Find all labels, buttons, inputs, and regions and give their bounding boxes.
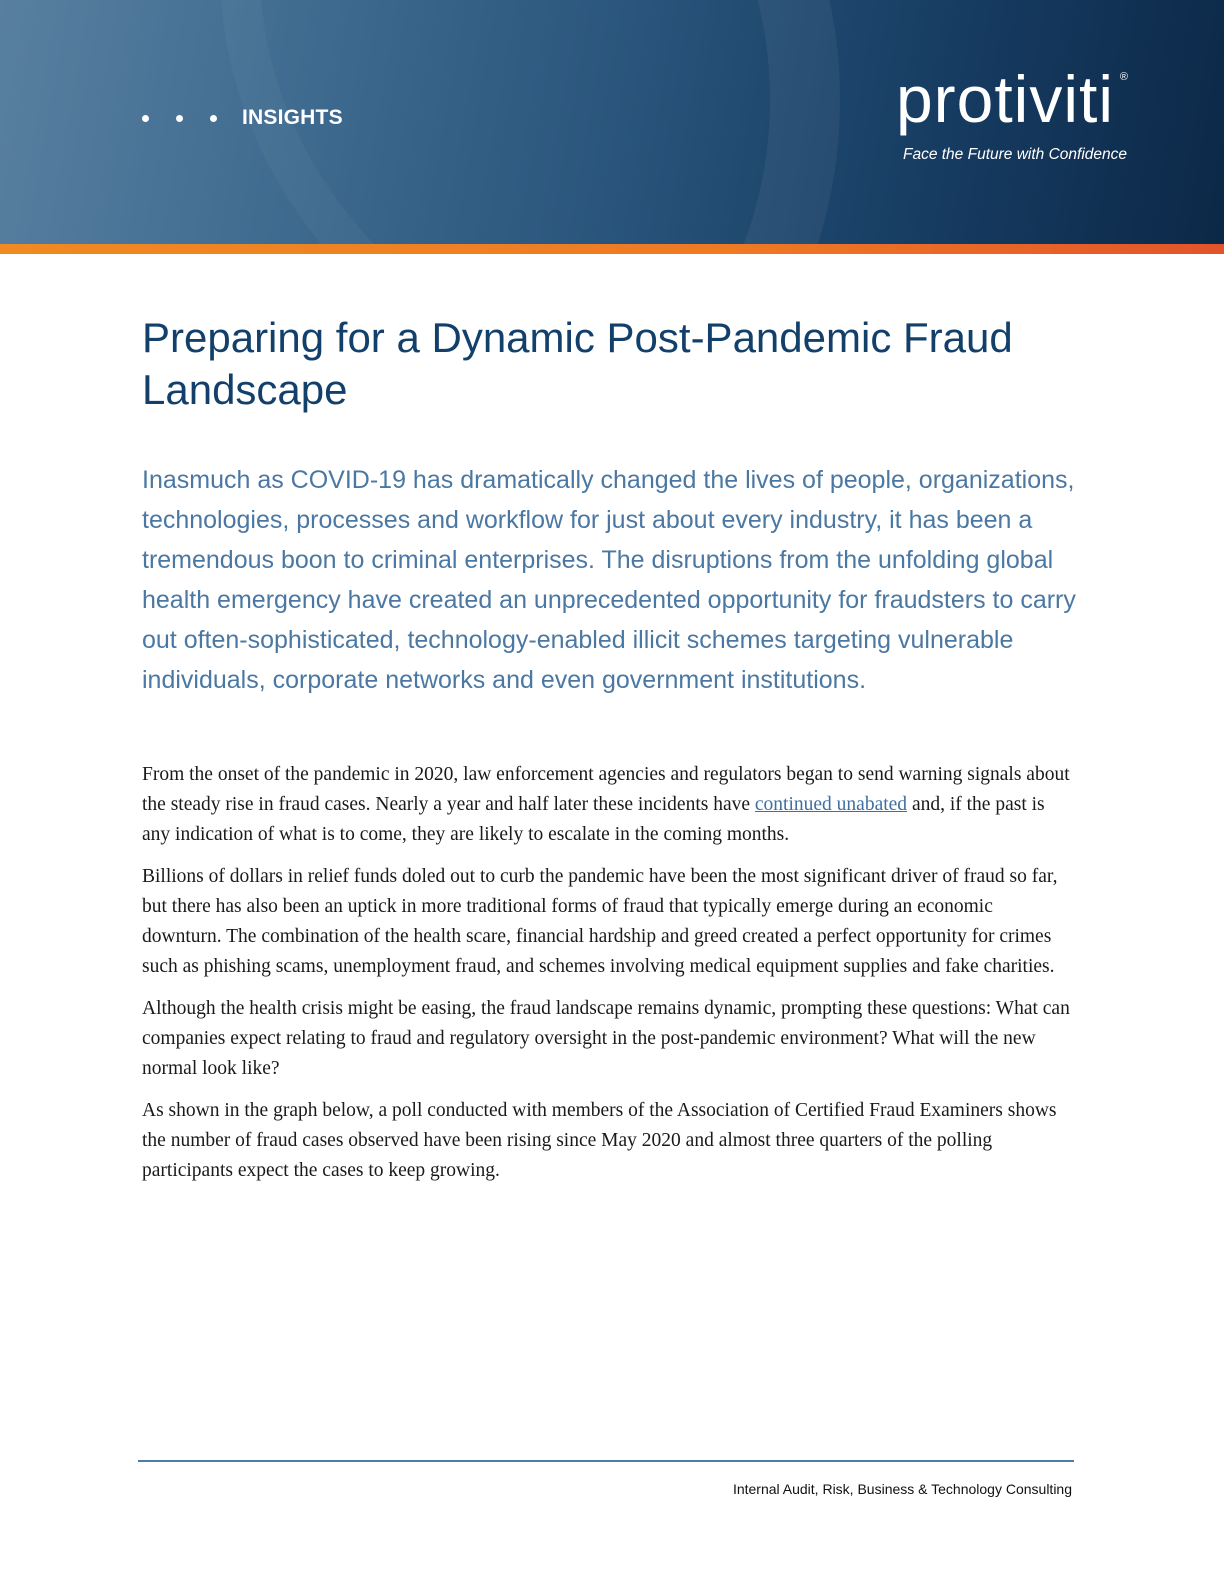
- header-banner: [0, 0, 1224, 244]
- brand-tagline: Face the Future with Confidence: [902, 146, 1127, 163]
- lead-paragraph: Inasmuch as COVID-19 has dramatically changed the lives of people, organizations, technologies, processes and workflow for just about every industry, it has been a tremendous boon to criminal enterprises. The disruptions from the unfolding global health emergency have created an unprecedented opportunity for fraudsters to carry out often-sophisticated, technology-enabled illicit schemes targeting vulnerable individuals, corporate networks and even government institutions.: [142, 466, 1076, 694]
- section-label-text: INSIGHTS: [242, 106, 343, 129]
- brand-name: protiviti: [895, 62, 1114, 136]
- paragraph-text: and, if the past is any indication of what is to come, they are likely to escalate in the coming months.: [142, 794, 1045, 845]
- article-body: [142, 760, 1077, 1198]
- bullet-dot-icon: [210, 115, 217, 122]
- page-title: Preparing for a Dynamic Post-Pandemic Fraud Landscape: [142, 314, 1013, 413]
- body-paragraph: As shown in the graph below, a poll conducted with members of the Association of Certified Fraud Examiners shows the number of fraud cases observed have been rising since May 2020 and almost three quarters of the polling participants expect the cases to keep growing.: [142, 1100, 1057, 1181]
- continued-unabated-link[interactable]: continued unabated: [754, 794, 908, 815]
- body-paragraph: Billions of dollars in relief funds doled out to curb the pandemic have been the most significant driver of fraud so far, but there has also been an uptick in more traditional forms of fraud that typically emerge during an economic downturn. The combination of the health scare, financial hardship and greed created a perfect opportunity for crimes such as phishing scams, unemployment fraud, and schemes involving medical equipment supplies and fake charities.: [142, 866, 1058, 977]
- bullet-dot-icon: [176, 115, 183, 122]
- accent-bar: [0, 244, 1224, 254]
- section-label: [142, 106, 343, 130]
- bullet-dot-icon: [142, 115, 149, 122]
- footer-text: Internal Audit, Risk, Business & Technology Consulting: [732, 1481, 1072, 1497]
- footer-divider: [138, 1460, 1074, 1462]
- brand-wordmark: [895, 62, 1128, 136]
- body-paragraph: Although the health crisis might be easing, the fraud landscape remains dynamic, prompting these questions: What can companies expect relating to fraud and regulatory oversight in the post-pandemic environment? What will the new normal look like?: [142, 998, 1070, 1079]
- registered-mark: ®: [1119, 71, 1128, 83]
- brand-logo: [895, 62, 1128, 164]
- paragraph-text: From the onset of the pandemic in 2020, law enforcement agencies and regulators began to send warning signals about the steady rise in fraud cases. Nearly a year and half later these incidents have: [142, 764, 1070, 815]
- body-paragraph: [142, 760, 1077, 850]
